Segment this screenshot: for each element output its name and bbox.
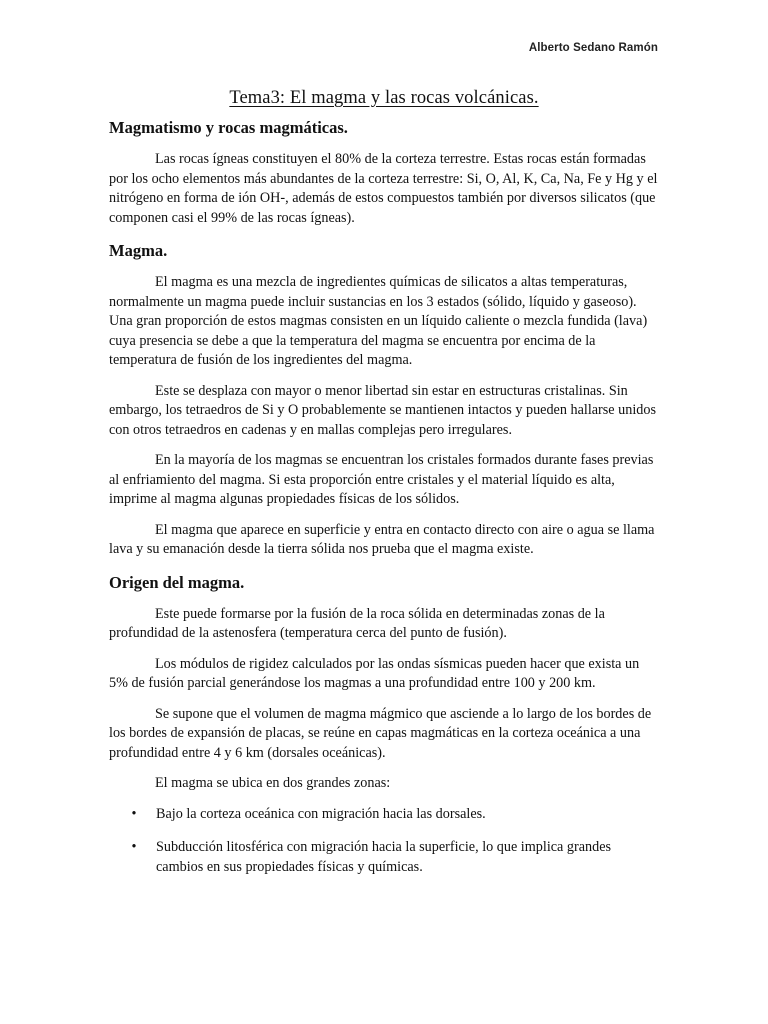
- paragraph: Este puede formarse por la fusión de la roca sólida en determinadas zonas de la profundidad de la astenosfera (temperatura cerca del punto de fusión).: [109, 605, 605, 641]
- list-item: [109, 805, 659, 825]
- document-body: [109, 88, 659, 891]
- paragraph: Los módulos de rigidez calculados por las ondas sísmicas pueden hacer que exista un 5% de fusión parcial generándose los magmas a una profundidad entre 100 y 200 km.: [109, 655, 640, 691]
- paragraph: Se supone que el volumen de magma mágmico que asciende a lo largo de los bordes de los bordes de expansión de placas, se reúne en capas magmáticas en la corteza oceánica a una profundidad entre 4 y 6 km (dorsales oceánicas).: [109, 705, 652, 761]
- author-header: Alberto Sedano Ramón: [528, 42, 658, 54]
- paragraph: Este se desplaza con mayor o menor libertad sin estar en estructuras cristalinas. Sin embargo, los tetraedros de Si y O probablemente se mantienen intactos y pueden hallarse unidos con otros tetraedros en cadenas y en mallas complejas pero irregulares.: [109, 382, 656, 438]
- bullet-icon: •: [131, 805, 137, 822]
- bullet-icon: •: [131, 839, 137, 855]
- section-heading-magma: Magma.: [109, 241, 168, 260]
- bullet-list: [109, 805, 659, 878]
- list-item-text: Subducción litosférica con migración hacia la superficie, lo que implica grandes cambios en sus propiedades físicas y químicas.: [156, 839, 612, 875]
- section-heading-origen: Origen del magma.: [109, 572, 245, 592]
- list-item-text: Bajo la corteza oceánica con migración hacia las dorsales.: [156, 805, 486, 822]
- document-title: Tema3: El magma y las rocas volcánicas.: [229, 88, 539, 108]
- paragraph: En la mayoría de los magmas se encuentran los cristales formados durante fases previas al enfriamiento del magma. Si esta proporción entre cristales y el material líquido es alta, imprime al magma algunas propiedades físicas de los sólidos.: [109, 452, 654, 507]
- paragraph: Las rocas ígneas constituyen el 80% de la corteza terrestre. Estas rocas están formadas por los ocho elementos más abundantes de la corteza terrestre: Si, O, Al, K, Ca, Na, Fe y Hg y el nitrógeno en forma de ión OH-, además de estos compuestos también por diversos silicatos (que componen casi el 99% de las rocas ígneas).: [109, 151, 658, 226]
- paragraph: El magma se ubica en dos grandes zonas:: [155, 775, 391, 791]
- list-item: [109, 838, 659, 877]
- section-heading-magmatismo: Magmatismo y rocas magmáticas.: [109, 118, 348, 137]
- paragraph: El magma es una mezcla de ingredientes químicas de silicatos a altas temperaturas, normalmente un magma puede incluir sustancias en los 3 estados (sólido, líquido y gaseoso). Una gran proporción de estos magmas consisten en un líquido caliente o mezcla fundida (lava) cuya presencia se debe a que la temperatura del magma se encuentra por encima de la temperatura de fusión de los ingredientes del magma.: [109, 274, 648, 368]
- paragraph: El magma que aparece en superficie y entra en contacto directo con aire o agua se llama lava y su emanación desde la tierra sólida nos prueba que el magma existe.: [109, 521, 655, 557]
